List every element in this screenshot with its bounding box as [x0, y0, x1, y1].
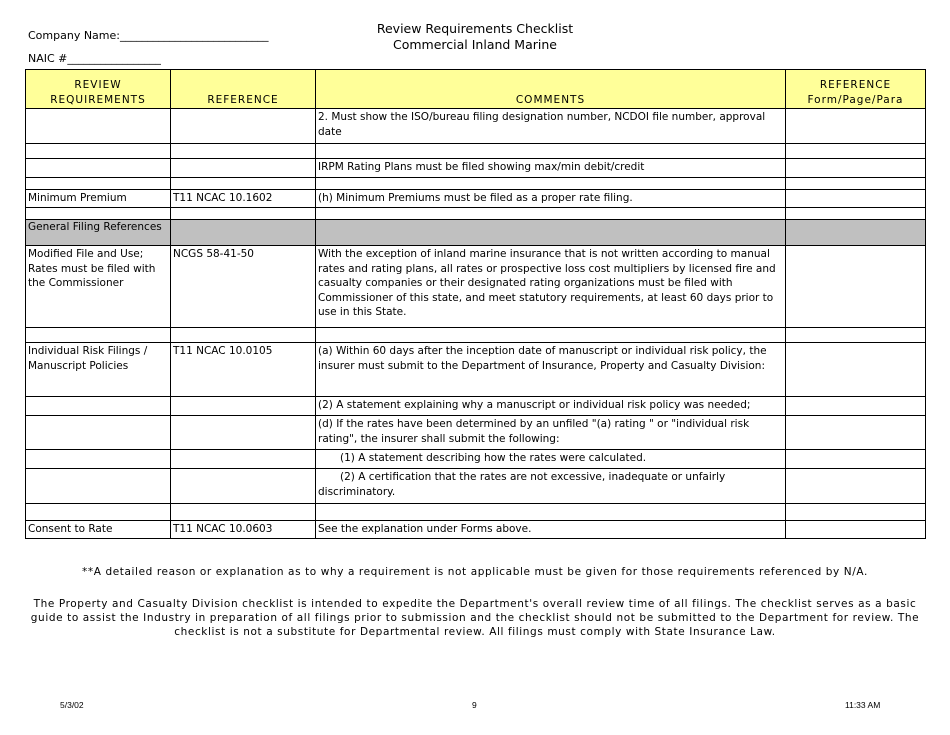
section-blank-cell [171, 220, 316, 246]
form-page-para-cell [786, 190, 926, 208]
requirement-cell [26, 450, 171, 469]
form-page-para-cell [786, 208, 926, 220]
footer-page-number: 9 [472, 700, 477, 710]
reference-cell [171, 416, 316, 450]
checklist-disclaimer: The Property and Casualty Division checklist is intended to expedite the Department's overall review time of all filings. The checklist serves as a basic guide to assist the Industry in preparation of all filings prior to submission and the checklist should not be submitted to the Department for review. The checklist is not a substitute for Departmental review. All filings must comply with State Insurance Law. [30, 598, 920, 638]
reference-cell [171, 159, 316, 178]
reference-cell [171, 504, 316, 521]
requirement-cell: Minimum Premium [26, 190, 171, 208]
requirement-cell: Individual Risk Filings / Manuscript Policies [26, 343, 171, 397]
requirement-cell [26, 469, 171, 504]
requirement-cell [26, 144, 171, 159]
form-page-para-cell [786, 343, 926, 397]
table-row [26, 159, 926, 178]
table-row [26, 246, 926, 328]
section-blank-cell [786, 220, 926, 246]
table-row [26, 469, 926, 504]
footer-time: 11:33 AM [845, 700, 881, 710]
form-page-para-cell [786, 521, 926, 539]
title-line-1: Review Requirements Checklist [376, 21, 574, 36]
comment-cell [316, 328, 786, 343]
requirement-cell [26, 159, 171, 178]
reference-cell: T11 NCAC 10.1602 [171, 190, 316, 208]
comment-cell [316, 450, 786, 469]
reference-cell: T11 NCAC 10.0603 [171, 521, 316, 539]
form-page-para-cell [786, 159, 926, 178]
form-page-para-cell [786, 504, 926, 521]
form-page-para-cell [786, 469, 926, 504]
requirement-cell: Consent to Rate [26, 521, 171, 539]
table-row [26, 144, 926, 159]
reference-cell [171, 109, 316, 144]
table-row [26, 343, 926, 397]
table-row [26, 109, 926, 144]
reference-cell [171, 397, 316, 416]
table-row [26, 328, 926, 343]
reference-cell [171, 450, 316, 469]
reference-cell [171, 178, 316, 190]
comment-cell [316, 144, 786, 159]
comment-cell: (2) A statement explaining why a manuscript or individual risk policy was needed; [316, 397, 786, 416]
comment-cell: (a) Within 60 days after the inception date of manuscript or individual risk policy, the insurer must submit to the Department of Insurance, Property and Casualty Division: [316, 343, 786, 397]
table-row [26, 450, 926, 469]
form-page-para-cell [786, 450, 926, 469]
requirement-cell [26, 109, 171, 144]
table-header-row [26, 70, 926, 109]
comment-cell [316, 504, 786, 521]
title-line-2: Commercial Inland Marine [393, 37, 557, 52]
comment-cell [316, 208, 786, 220]
requirement-cell [26, 208, 171, 220]
checklist-table [25, 69, 926, 539]
na-requirement-note: **A detailed reason or explanation as to why a requirement is not applicable must be given for those requirements referenced by N/A. [82, 566, 868, 578]
form-page-para-cell [786, 109, 926, 144]
reference-cell [171, 328, 316, 343]
requirement-cell [26, 397, 171, 416]
naic-field: NAIC #_________________ [28, 52, 161, 65]
table-row [26, 521, 926, 539]
reference-cell: T11 NCAC 10.0105 [171, 343, 316, 397]
form-page-para-cell [786, 328, 926, 343]
header-ref-form-line-1: REFERENCE [819, 79, 892, 91]
reference-cell [171, 144, 316, 159]
table-row [26, 416, 926, 450]
indented-comment: (1) A statement describing how the rates were calculated. [340, 452, 647, 464]
form-page-para-cell [786, 416, 926, 450]
comment-cell: (d) If the rates have been determined by an unfiled "(a) rating " or "individual risk rating", the insurer shall submit the following: [316, 416, 786, 450]
header-review-line-2: REQUIREMENTS [50, 93, 146, 106]
form-page-para-cell [786, 246, 926, 328]
requirement-cell [26, 328, 171, 343]
comment-cell: 2. Must show the ISO/bureau filing designation number, NCDOI file number, approval date [316, 109, 786, 144]
comment-cell [316, 469, 786, 504]
requirement-cell [26, 504, 171, 521]
section-blank-cell [316, 220, 786, 246]
comment-cell: See the explanation under Forms above. [316, 521, 786, 539]
footer-date: 5/3/02 [60, 700, 84, 710]
form-page-para-cell [786, 144, 926, 159]
reference-cell [171, 469, 316, 504]
table-row [26, 190, 926, 208]
table-row [26, 397, 926, 416]
requirement-cell [26, 178, 171, 190]
header-review-line-1: REVIEW [74, 79, 122, 91]
form-page-para-cell [786, 178, 926, 190]
reference-cell [171, 208, 316, 220]
header-reference-form [786, 70, 926, 109]
company-name-field: Company Name:___________________________ [28, 29, 269, 42]
table-row [26, 178, 926, 190]
requirement-cell [26, 416, 171, 450]
reference-cell: NCGS 58-41-50 [171, 246, 316, 328]
section-label: General Filing References [26, 220, 171, 246]
comment-cell: IRPM Rating Plans must be filed showing max/min debit/credit [316, 159, 786, 178]
header-comments: COMMENTS [316, 70, 786, 109]
form-page-para-cell [786, 397, 926, 416]
header-review-requirements [26, 70, 171, 109]
document-title [300, 21, 650, 53]
section-row-general-filing [26, 220, 926, 246]
indented-comment: (2) A certification that the rates are not excessive, inadequate or unfairly discriminatory. [318, 471, 726, 498]
comment-cell: With the exception of inland marine insurance that is not written according to manual rates and rating plans, all rates or prospective loss cost multipliers by licensed fire and casualty companies or their designated rating organizations must be filed with Commissioner of this state, and meet statutory requirements, at least 60 days prior to use in this State. [316, 246, 786, 328]
header-reference: REFERENCE [171, 70, 316, 109]
requirement-cell: Modified File and Use; Rates must be filed with the Commissioner [26, 246, 171, 328]
header-ref-form-line-2: Form/Page/Para [807, 93, 904, 106]
comment-cell [316, 178, 786, 190]
comment-cell: (h) Minimum Premiums must be filed as a proper rate filing. [316, 190, 786, 208]
table-row [26, 504, 926, 521]
table-row [26, 208, 926, 220]
